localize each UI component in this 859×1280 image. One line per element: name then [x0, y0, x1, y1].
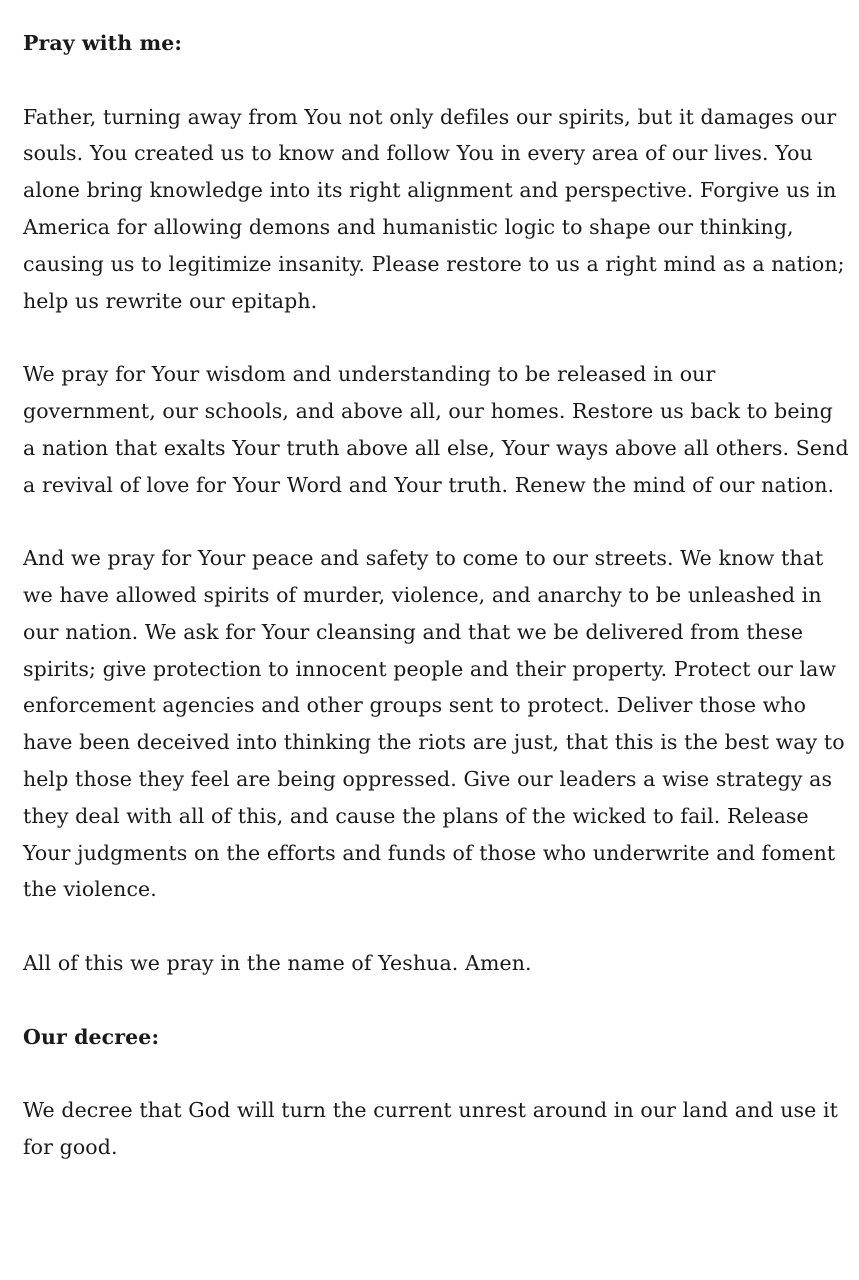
- decree-heading: Our decree:: [23, 1024, 160, 1049]
- prayer-paragraph-3: And we pray for Your peace and safety to come to our streets. We know that we have allowed spirits of murder, violence, and anarchy to be unleashed in our nation. We ask for Your cleansing and that we be delivered from these spirits; give protection to innocent people and their property. Protect our law enforcement agencies and other groups sent to protect. Deliver those who have been deceived into thinking the riots are just, that this is the best way to help those they feel are being oppressed. Give our leaders a wise strategy as they deal with all of this, and cause the plans of the wicked to fail. Release Your judgments on the efforts and funds of those who underwrite and foment the violence.: [23, 546, 845, 902]
- prayer-closing: All of this we pray in the name of Yeshua. Amen.: [23, 950, 532, 975]
- prayer-paragraph-2: We pray for Your wisdom and understanding to be released in our government, our schools, and above all, our homes. Restore us back to being a nation that exalts Your truth above all else, Your ways above all others. Send a revival of love for Your Word and Your truth. Renew the mind of our nation.: [23, 362, 849, 497]
- prayer-paragraph-1: Father, turning away from You not only defiles our spirits, but it damages our souls. You created us to know and follow You in every area of our lives. You alone bring knowledge into its right alignment and perspective. Forgive us in America for allowing demons and humanistic logic to shape our thinking, causing us to legitimize insanity. Please restore to us a right mind as a nation; help us rewrite our epitaph.: [23, 104, 845, 313]
- prayer-heading: Pray with me:: [23, 31, 183, 55]
- decree-text: We decree that God will turn the current unrest around in our land and use it for good.: [23, 1098, 838, 1159]
